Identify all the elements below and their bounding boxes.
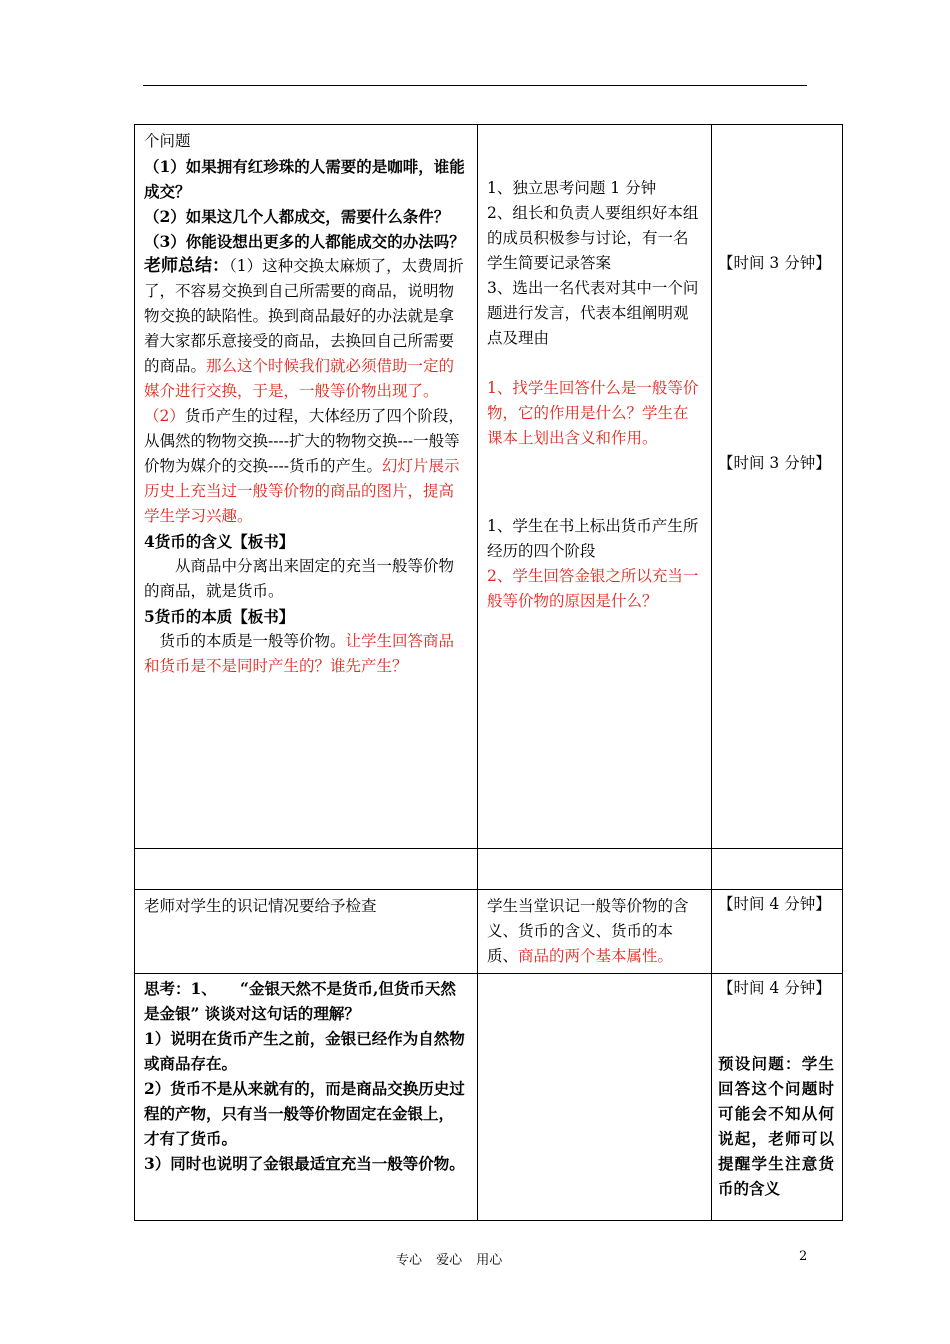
table-row bbox=[135, 125, 843, 849]
text-line: 个问题 bbox=[144, 132, 191, 150]
heading-money-definition bbox=[144, 529, 468, 554]
summary-text: （1）这种交换太麻烦了，太费周折了，不容易交换到自己所需要的商品，说明物物交换的缺陷性。换到商品最好的办法就是拿着大家都乐意接受的商品，去换回自己所需要的商品。 bbox=[144, 257, 464, 375]
time-label: 【时间 3 分钟】 bbox=[718, 454, 831, 472]
point-number: （2） bbox=[144, 407, 185, 425]
student-task-1: 1、学生在书上标出货币产生所经历的四个阶段 bbox=[487, 517, 699, 560]
essence-text: 货币的本质是一般等价物。 bbox=[159, 632, 346, 650]
empty-cell bbox=[478, 974, 712, 1221]
time-cell bbox=[712, 125, 843, 849]
student-memorize-cell bbox=[478, 890, 712, 974]
time-cell bbox=[712, 890, 843, 974]
student-answer-task: 1、找学生回答什么是一般等价物，它的作用是什么？学生在课本上划出含义和作用。 bbox=[487, 379, 699, 447]
teacher-activity-cell bbox=[135, 125, 478, 849]
heading-text: 货币的本质【板书】 bbox=[154, 607, 295, 626]
question-label: 思考： bbox=[144, 979, 191, 998]
money-definition: 从商品中分离出来固定的充当一般等价物的商品，就是货币。 bbox=[144, 557, 455, 600]
answer-2: 2）货币不是从来就有的，而是商品交换历史过程的产物，只有当一般等价物固定在金银上，才有了货币。 bbox=[144, 1079, 465, 1148]
table-row bbox=[135, 974, 843, 1221]
table-row bbox=[135, 849, 843, 890]
memorize-text: 学生当堂识记一般等价物的含义、货币的含义、货币的本质、 bbox=[487, 897, 689, 965]
question-text: 1、 “金银天然不是货币,但货币天然是金银” 谈谈对这句话的理解？ bbox=[144, 979, 456, 1023]
question-1: （1）如果拥有红珍珠的人需要的是咖啡，谁能成交？ bbox=[144, 157, 465, 201]
lesson-plan-table bbox=[134, 124, 843, 1221]
student-activity-cell bbox=[478, 125, 712, 849]
time-label: 【时间 4 分钟】 bbox=[718, 895, 831, 913]
money-origin-text: 货币产生的过程，大体经历了四个阶段，从偶然的物物交换----扩大的物物交换---一般等价物为媒介的交换----货币的产生。 bbox=[144, 407, 464, 475]
time-label: 【时间 4 分钟】 bbox=[718, 979, 831, 997]
empty-cell bbox=[712, 849, 843, 890]
header-rule bbox=[143, 85, 807, 86]
page-number: 2 bbox=[799, 1249, 808, 1264]
thinking-question-cell bbox=[135, 974, 478, 1221]
heading-number: 5 bbox=[144, 607, 155, 626]
student-step-2: 2、组长和负责人要组织好本组的成员积极参与讨论，有一名学生简要记录答案 bbox=[487, 204, 699, 272]
student-step-3: 3、选出一名代表对其中一个问题进行发言，代表本组阐明观点及理由 bbox=[487, 279, 699, 347]
empty-cell bbox=[478, 849, 712, 890]
student-step-1: 1、独立思考问题 1 分钟 bbox=[487, 179, 657, 197]
question-2: （2）如果这几个人都成交，需要什么条件？ bbox=[144, 207, 450, 226]
money-essence bbox=[144, 629, 468, 679]
teacher-summary bbox=[144, 254, 468, 404]
teacher-check-cell: 老师对学生的识记情况要给予检查 bbox=[135, 890, 478, 974]
memorize-red-text: 商品的两个基本属性。 bbox=[518, 947, 674, 965]
empty-cell bbox=[135, 849, 478, 890]
summary-red-text: 那么这个时候我们就必须借助一定的媒介进行交换，于是，一般等价物出现了。 bbox=[144, 357, 455, 400]
preset-question: 预设问题：学生回答这个问题时可能会不知从何说起，老师可以提醒学生注意货币的含义 bbox=[718, 1054, 834, 1198]
footer-motto: 专心 爱心 用心 bbox=[396, 1253, 503, 1268]
answer-3: 3）同时也说明了金银最适宜充当一般等价物。 bbox=[144, 1154, 465, 1173]
student-task-2: 2、学生回答金银之所以充当一般等价物的原因是什么？ bbox=[487, 567, 699, 610]
slides-note: 幻灯片展示历史上充当过一般等价物的商品的图片，提高学生学习兴趣。 bbox=[144, 457, 460, 525]
heading-number: 4 bbox=[144, 532, 155, 551]
answer-1: 1）说明在货币产生之前，金银已经作为自然物或商品存在。 bbox=[144, 1029, 465, 1073]
time-label: 【时间 3 分钟】 bbox=[718, 254, 831, 272]
heading-money-essence bbox=[144, 604, 468, 629]
money-origin-paragraph bbox=[144, 404, 468, 529]
question-3: （3）你能设想出更多的人都能成交的办法吗？ bbox=[144, 232, 465, 251]
heading-text: 货币的含义【板书】 bbox=[154, 532, 295, 551]
thinking-question bbox=[144, 976, 468, 1026]
essence-question: 让学生回答商品和货币是不是同时产生的？谁先产生？ bbox=[144, 632, 455, 675]
summary-label: 老师总结： bbox=[144, 256, 229, 276]
time-cell bbox=[712, 974, 843, 1221]
table-row bbox=[135, 890, 843, 974]
